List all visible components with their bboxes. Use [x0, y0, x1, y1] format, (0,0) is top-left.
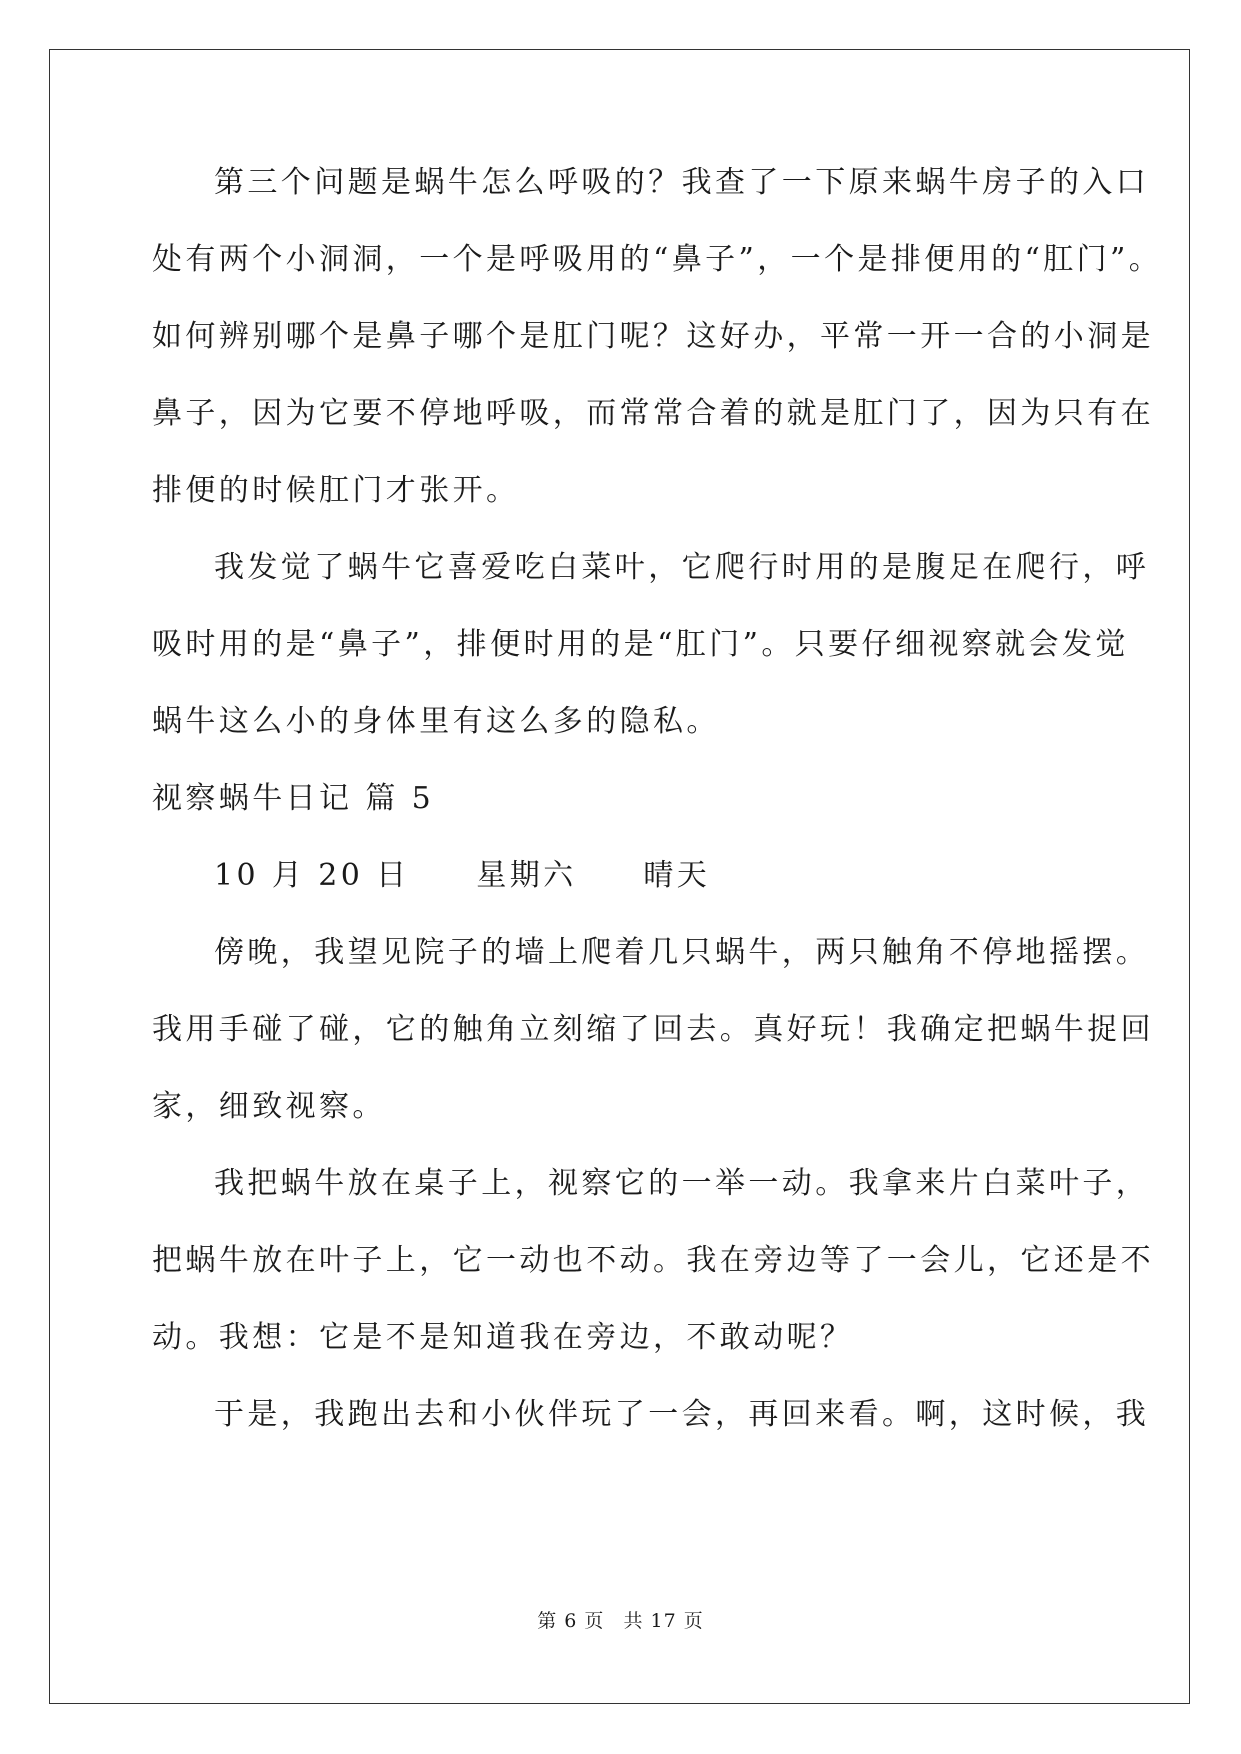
text-line: 排便的时候肛门才张开。 [152, 473, 520, 508]
text-line: 动。我想：它是不是知道我在旁边，不敢动呢？ [152, 1320, 854, 1355]
text-line: 蜗牛这么小的身体里有这么多的隐私。 [152, 704, 720, 739]
text-line: 第三个问题是蜗牛怎么呼吸的？我查了一下原来蜗牛房子的入口 [214, 165, 1150, 200]
text-line: 如何辨别哪个是鼻子哪个是肛门呢？这好办，平常一开一合的小洞是 [152, 319, 1154, 354]
text-line: 我把蜗牛放在桌子上，视察它的一举一动。我拿来片白菜叶子， [214, 1166, 1150, 1201]
text-line: 鼻子，因为它要不停地呼吸，而常常合着的就是肛门了，因为只有在 [152, 396, 1154, 431]
page-number: 第 6 页 [537, 1610, 605, 1632]
text-line: 家，细致视察。 [152, 1089, 386, 1124]
text-line: 我发觉了蜗牛它喜爱吃白菜叶，它爬行时用的是腹足在爬行，呼 [214, 550, 1150, 585]
text-line: 处有两个小洞洞，一个是呼吸用的“鼻子”，一个是排便用的“肛门”。 [152, 242, 1163, 277]
text-line: 吸时用的是“鼻子”，排便时用的是“肛门”。只要仔细视察就会发觉 [152, 627, 1129, 662]
text-line: 傍晚，我望见院子的墙上爬着几只蜗牛，两只触角不停地摇摆。 [214, 935, 1150, 970]
text-line: 于是，我跑出去和小伙伴玩了一会，再回来看。啊，这时候，我 [214, 1397, 1150, 1432]
section-heading: 视察蜗牛日记 篇 5 [152, 781, 435, 816]
page-footer [0, 1606, 1241, 1633]
page-total: 共 17 页 [623, 1610, 704, 1632]
text-line: 把蜗牛放在叶子上，它一动也不动。我在旁边等了一会儿，它还是不 [152, 1243, 1154, 1278]
text-line: 我用手碰了碰，它的触角立刻缩了回去。真好玩！我确定把蜗牛捉回 [152, 1012, 1154, 1047]
date-line: 10 月 20 日 星期六 晴天 [214, 858, 711, 893]
